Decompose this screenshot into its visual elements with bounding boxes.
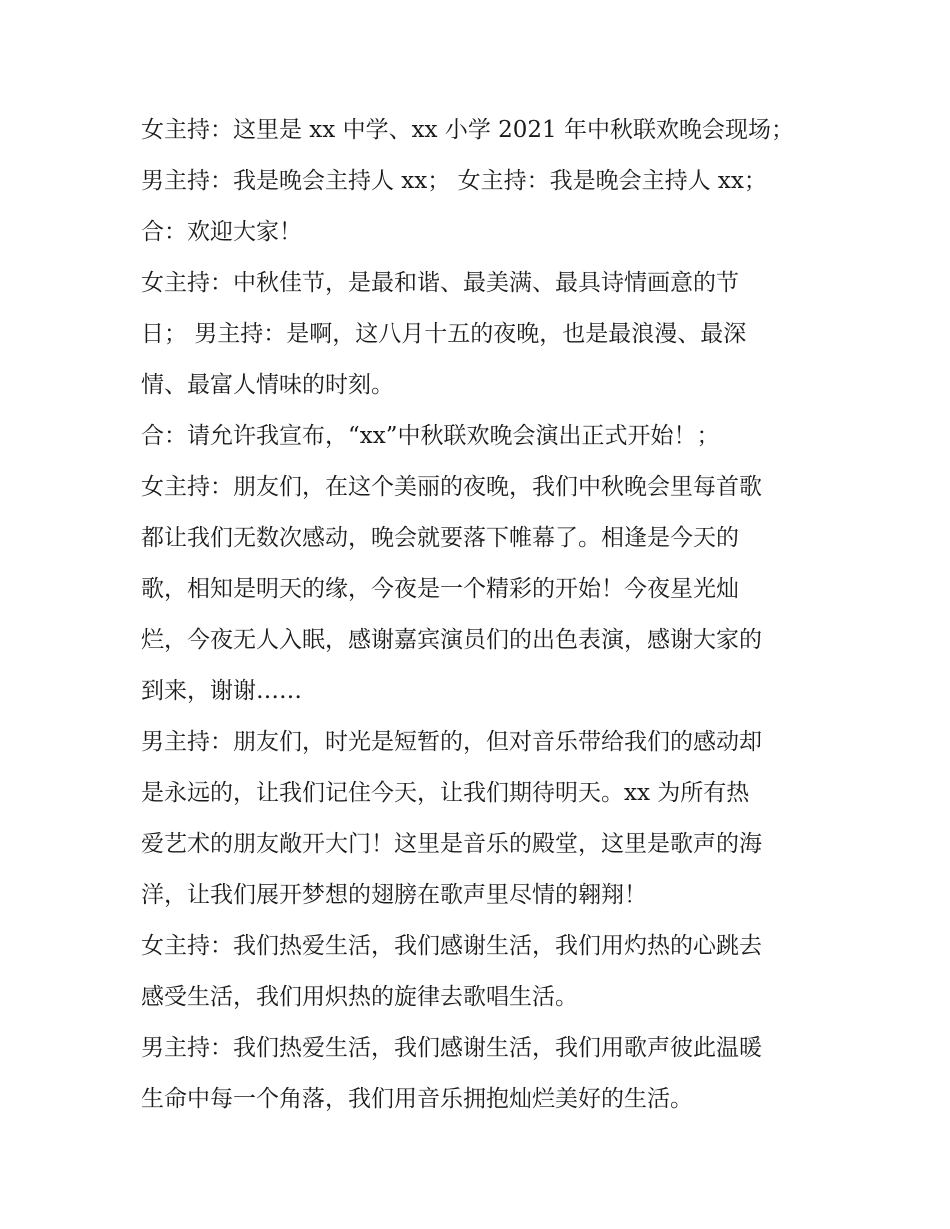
text-line-17: 女主持：我们热爱生活，我们感谢生活，我们用灼热的心跳去 [141, 933, 762, 959]
text-line-11: 烂，今夜无人入眠，感谢嘉宾演员们的出色表演，感谢大家的 [141, 627, 762, 653]
text-line-4: 女主持：中秋佳节，是最和谐、最美满、最具诗情画意的节 [141, 270, 739, 296]
text-line-10: 歌，相知是明天的缘，今夜是一个精彩的开始！今夜星光灿 [141, 576, 739, 602]
text-line-5: 日； 男主持：是啊，这八月十五的夜晚，也是最浪漫、最深 [141, 321, 747, 347]
text-line-6: 情、最富人情味的时刻。 [141, 372, 394, 398]
text-line-19: 男主持：我们热爱生活，我们感谢生活，我们用歌声彼此温暖 [141, 1035, 762, 1061]
text-line-1: 女主持：这里是 xx 中学、xx 小学 2021 年中秋联欢晚会现场； [141, 117, 794, 143]
text-line-9: 都让我们无数次感动，晚会就要落下帷幕了。相逢是今天的 [141, 525, 739, 551]
text-line-12: 到来，谢谢…… [141, 678, 302, 704]
document-body [141, 105, 821, 1125]
text-line-16: 洋，让我们展开梦想的翅膀在歌声里尽情的翱翔！ [141, 882, 647, 908]
text-line-15: 爱艺术的朋友敞开大门！这里是音乐的殿堂，这里是歌声的海 [141, 831, 762, 857]
text-line-18: 感受生活，我们用炽热的旋律去歌唱生活。 [141, 984, 578, 1010]
text-line-13: 男主持：朋友们，时光是短暂的，但对音乐带给我们的感动却 [141, 729, 762, 755]
text-line-20: 生命中每一个角落，我们用音乐拥抱灿烂美好的生活。 [141, 1086, 693, 1112]
text-line-7: 合：请允许我宣布，“xx”中秋联欢晚会演出正式开始！； [141, 423, 720, 449]
text-line-8: 女主持：朋友们，在这个美丽的夜晚，我们中秋晚会里每首歌 [141, 474, 762, 500]
text-line-14: 是永远的，让我们记住今天，让我们期待明天。xx 为所有热 [141, 780, 750, 806]
text-line-3: 合：欢迎大家！ [141, 219, 302, 245]
text-line-2: 男主持：我是晚会主持人 xx； 女主持：我是晚会主持人 xx； [141, 168, 767, 194]
